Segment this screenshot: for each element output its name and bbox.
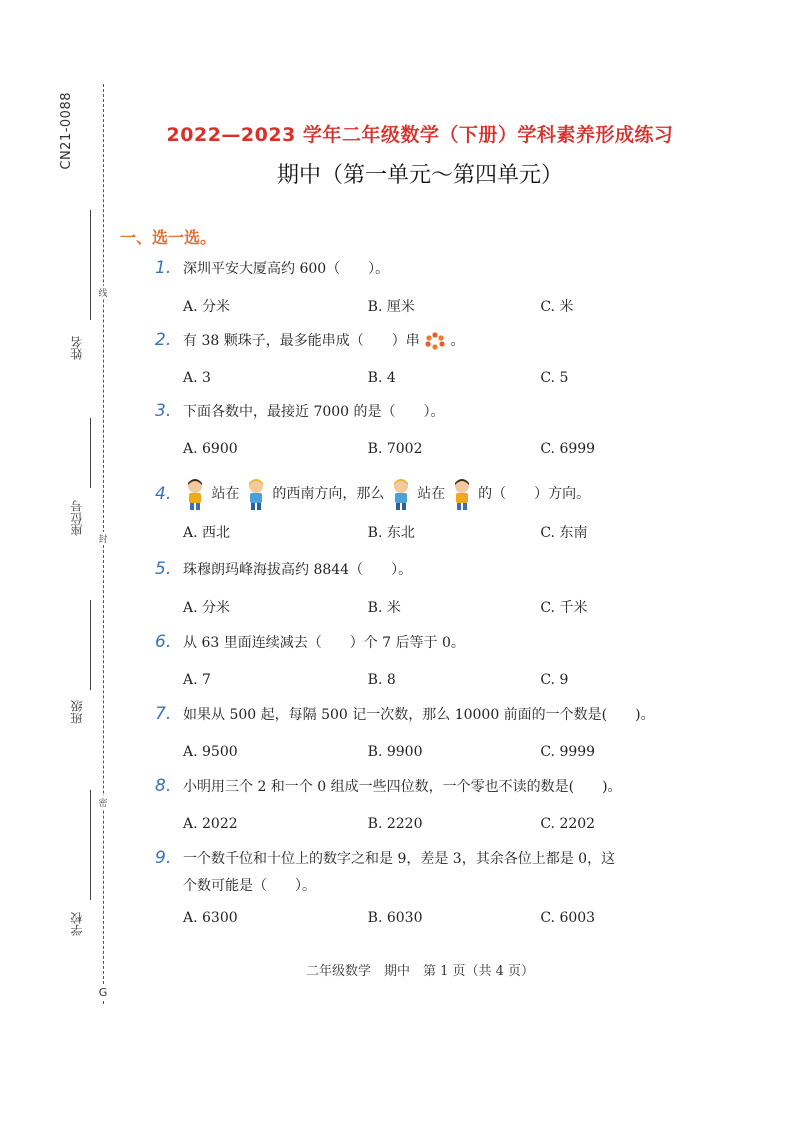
question-text-part: 有 38 颗珠子，最多能串成（ ）串 — [183, 333, 420, 349]
option-c[interactable]: C. 米 — [540, 299, 574, 315]
child-blond-hair-icon — [244, 477, 268, 511]
options — [155, 292, 725, 320]
field-class: 班级 — [70, 700, 84, 724]
option-b[interactable]: B. 9900 — [367, 744, 423, 760]
mark-secret: 密 — [96, 796, 110, 809]
child-dark-hair-icon — [450, 477, 474, 511]
option-a[interactable]: A. 3 — [183, 370, 211, 386]
question-text — [183, 330, 465, 350]
question-text-part: 站在 — [417, 486, 446, 502]
options — [155, 593, 725, 621]
options — [155, 518, 725, 546]
option-b[interactable]: B. 2220 — [367, 816, 423, 832]
question-4 — [155, 480, 725, 546]
question-number: 4. — [155, 484, 172, 504]
question-text: 一个数千位和十位上的数字之和是 9，差是 3，其余各位上都是 0，这 — [183, 851, 616, 867]
option-c[interactable]: C. 5 — [540, 370, 569, 386]
question-number: 7. — [155, 704, 172, 724]
field-seat: 座位号 — [70, 500, 84, 536]
binding-strip — [0, 0, 130, 1122]
option-b[interactable]: B. 7002 — [367, 441, 423, 457]
question-text: 从 63 里面连续减去（ ）个 7 后等于 0。 — [183, 635, 465, 651]
option-c[interactable]: C. 9 — [540, 672, 569, 688]
question-text-part: 站在 — [211, 486, 240, 502]
question-number: 1. — [155, 258, 172, 278]
question-5 — [155, 555, 725, 621]
option-a[interactable]: A. 7 — [183, 672, 211, 688]
name-line — [90, 210, 91, 320]
option-b[interactable]: B. 厘米 — [367, 299, 415, 315]
question-text-continued: 个数可能是（ ）。 — [183, 878, 316, 894]
option-a[interactable]: A. 分米 — [183, 299, 231, 315]
option-b[interactable]: B. 8 — [367, 672, 396, 688]
bead-string-icon — [424, 332, 446, 350]
options — [155, 666, 725, 694]
question-text-part: 的（ ）方向。 — [478, 486, 591, 502]
section-heading: 一、选一选。 — [120, 228, 217, 247]
question-number: 3. — [155, 401, 172, 421]
question-2 — [155, 326, 725, 392]
child-blond-hair-icon — [389, 477, 413, 511]
question-6 — [155, 628, 725, 694]
option-a[interactable]: A. 9500 — [183, 744, 238, 760]
question-text: 小明用三个 2 和一个 0 组成一些四位数，一个零也不读的数是( )。 — [183, 779, 622, 795]
question-number: 5. — [155, 559, 172, 579]
class-line — [90, 600, 91, 690]
options — [155, 738, 725, 766]
field-school: 学校 — [70, 912, 84, 936]
mark-seal: 封 — [96, 532, 110, 545]
question-1 — [155, 254, 725, 320]
paper-code: CN21-0088 — [59, 92, 74, 170]
school-line — [90, 790, 91, 900]
options — [155, 364, 725, 392]
option-b[interactable]: B. 米 — [367, 600, 401, 616]
question-number: 6. — [155, 632, 172, 652]
question-9 — [155, 844, 725, 932]
option-b[interactable]: B. 4 — [367, 370, 396, 386]
page-title: 2022—2023 学年二年级数学（下册）学科素养形成练习 — [166, 124, 674, 146]
option-c[interactable]: C. 6003 — [540, 910, 596, 926]
question-number: 2. — [155, 330, 172, 350]
question-text: 深圳平安大厦高约 600（ ）。 — [183, 261, 390, 277]
page-subtitle: 期中（第一单元～第四单元） — [276, 163, 563, 188]
question-7 — [155, 700, 725, 766]
option-a[interactable]: A. 分米 — [183, 600, 231, 616]
options — [155, 435, 725, 463]
option-c[interactable]: C. 9999 — [540, 744, 596, 760]
question-text-part: 的西南方向，那么 — [272, 486, 385, 502]
option-a[interactable]: A. 6900 — [183, 441, 238, 457]
question-number: 9. — [155, 848, 172, 868]
child-dark-hair-icon — [183, 477, 207, 511]
mark-line: 线 — [96, 286, 110, 299]
option-b[interactable]: B. 6030 — [367, 910, 423, 926]
question-8 — [155, 772, 725, 838]
question-number: 8. — [155, 776, 172, 796]
question-text: 如果从 500 起，每隔 500 记一次数，那么 10000 前面的一个数是( )。 — [183, 707, 655, 723]
option-a[interactable]: A. 2022 — [183, 816, 238, 832]
question-text-part: 。 — [450, 333, 465, 349]
options — [155, 810, 725, 838]
option-c[interactable]: C. 6999 — [540, 441, 596, 457]
field-name: 姓名 — [70, 336, 84, 360]
mark-g: G — [96, 986, 110, 999]
option-c[interactable]: C. 2202 — [540, 816, 596, 832]
option-a[interactable]: A. 6300 — [183, 910, 238, 926]
question-3 — [155, 397, 725, 463]
option-c[interactable]: C. 东南 — [540, 525, 588, 541]
question-text — [183, 483, 590, 505]
option-a[interactable]: A. 西北 — [183, 525, 231, 541]
question-text: 下面各数中，最接近 7000 的是（ ）。 — [183, 404, 445, 420]
question-text: 珠穆朗玛峰海拔高约 8844（ ）。 — [183, 562, 413, 578]
seat-line — [90, 418, 91, 488]
options — [155, 904, 725, 932]
option-b[interactable]: B. 东北 — [367, 525, 415, 541]
page-footer: 二年级数学 期中 第 1 页（共 4 页） — [305, 964, 535, 979]
option-c[interactable]: C. 千米 — [540, 600, 588, 616]
